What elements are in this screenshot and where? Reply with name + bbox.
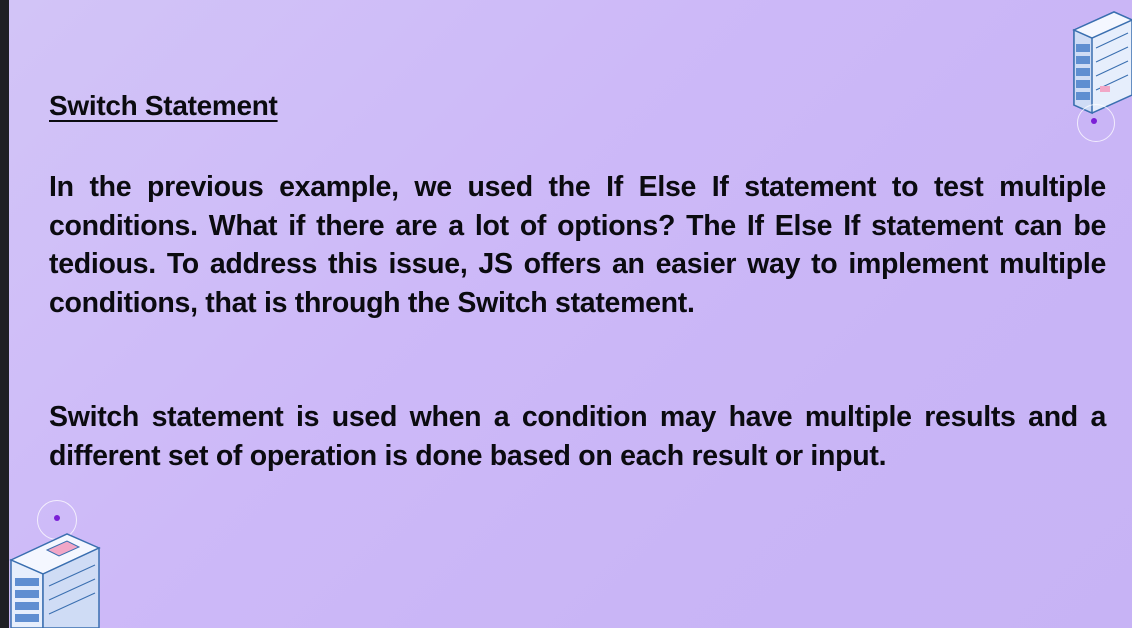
server-rack-icon	[1064, 0, 1132, 118]
slide-title: Switch Statement	[49, 90, 278, 121]
paragraph-intro: In the previous example, we used the If Else If statement to test multiple conditions. What if there are a lot of options? The If Else If statement can be tedious. To address this issue, JS offers an easier way to implement multiple conditions, that is through the Switch statement.	[49, 171, 1106, 319]
paragraph-definition: Switch statement is used when a condition may have multiple results and a different set of operation is done based on each result or input.	[49, 401, 1106, 472]
slide	[9, 0, 1132, 628]
server-rack-icon	[9, 520, 107, 628]
decor-dot	[1091, 118, 1097, 124]
